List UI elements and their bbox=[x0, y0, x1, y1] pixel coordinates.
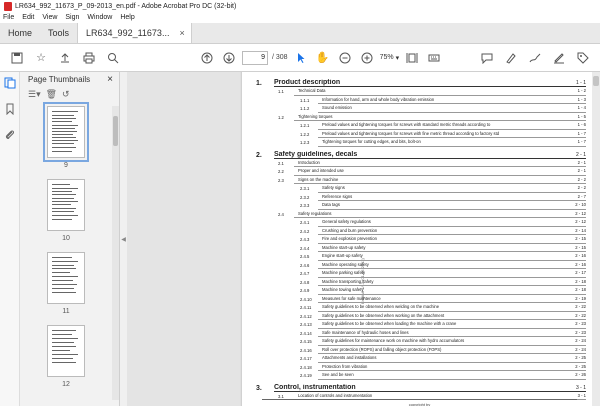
thumbnail-page-number: 12 bbox=[62, 381, 70, 388]
acrobat-app-icon bbox=[4, 2, 12, 11]
toc-entry[interactable] bbox=[256, 138, 586, 147]
toc-entry-title: Machine start-up safety bbox=[318, 244, 564, 253]
toc-entry-title: Safety guidelines to be observed when welding on the machine bbox=[318, 303, 564, 312]
toc-entry-page: 1 - 5 bbox=[564, 113, 586, 122]
toc-entry-number: 2.3.1 bbox=[300, 186, 310, 191]
toc-entry[interactable] bbox=[256, 104, 586, 113]
select-tool-icon[interactable] bbox=[292, 49, 310, 67]
thumbnail-page-number: 9 bbox=[64, 162, 68, 169]
highlight-pen-icon[interactable] bbox=[502, 49, 520, 67]
toc-entry[interactable] bbox=[256, 218, 586, 227]
attachment-icon[interactable] bbox=[3, 128, 17, 142]
toc-entry-number: 2.4.13 bbox=[300, 322, 312, 327]
page-thumbnail[interactable] bbox=[47, 179, 85, 242]
toc-entry[interactable] bbox=[256, 303, 586, 312]
toc-entry-title: Engine start-up safety bbox=[318, 252, 564, 261]
copyright-text: copyright by bbox=[408, 402, 431, 406]
chevron-down-icon: ▾ bbox=[395, 54, 400, 62]
page-thumbnail[interactable] bbox=[47, 252, 85, 315]
main-toolbar bbox=[0, 44, 600, 72]
collapse-panel-handle[interactable]: ◀ bbox=[120, 72, 127, 406]
toc-entry-page: 2 - 2 bbox=[564, 176, 586, 185]
thumbnail-image bbox=[47, 106, 85, 158]
toc-entry-title: Safety guidelines, decals bbox=[274, 151, 564, 159]
document-view bbox=[127, 72, 600, 406]
toc-entry-title: See and be seen bbox=[318, 371, 564, 380]
toc-entry-title: Attachments and installations bbox=[318, 354, 564, 363]
next-page-icon[interactable] bbox=[220, 49, 238, 67]
toc-entry-page: 1 - 6 bbox=[564, 121, 586, 130]
toc-entry[interactable] bbox=[256, 363, 586, 372]
toc-entry-number: 2.3.3 bbox=[300, 203, 310, 208]
toc-entry-page: 2 - 18 bbox=[564, 278, 586, 287]
left-navigation-rail bbox=[0, 72, 20, 406]
toc-entry-page: 2 - 25 bbox=[564, 354, 586, 363]
toc-entry-page: 2 - 15 bbox=[564, 235, 586, 244]
print-icon[interactable] bbox=[80, 49, 98, 67]
toc-entry-title: Safety regulations bbox=[294, 210, 564, 219]
save-icon[interactable] bbox=[8, 49, 26, 67]
toc-entry[interactable] bbox=[256, 384, 586, 392]
toc-entry-title: General safety regulations bbox=[318, 218, 564, 227]
toc-entry-title: Tightening torques bbox=[294, 113, 564, 122]
page-number-input[interactable]: 9 bbox=[242, 51, 268, 65]
toc-entry-page: 1 - 4 bbox=[564, 104, 586, 113]
toc-entry-page: 2 - 15 bbox=[564, 244, 586, 253]
toc-entry-title: Safety guidelines for maintenance work on machine with hydro accumulators bbox=[318, 337, 564, 346]
tab-home[interactable]: Home bbox=[8, 28, 33, 38]
rotate-page-icon[interactable]: ↺ bbox=[62, 88, 70, 99]
toc-entry-number: 1. bbox=[256, 80, 262, 87]
toc-entry-number: 2.4.9 bbox=[300, 288, 310, 293]
toc-entry-page: 2 - 26 bbox=[564, 371, 586, 380]
toc-entry[interactable] bbox=[256, 79, 586, 87]
document-scrollbar[interactable] bbox=[592, 72, 600, 406]
delete-page-icon[interactable]: 🗑 bbox=[45, 88, 58, 99]
toc-entry[interactable] bbox=[256, 193, 586, 202]
toc-entry-page: 2 - 22 bbox=[564, 303, 586, 312]
toc-entry-number: 3. bbox=[256, 384, 262, 392]
toc-entry-page: 3 - 1 bbox=[564, 385, 586, 392]
toc-entry[interactable] bbox=[256, 252, 586, 261]
thumbnail-page-number: 11 bbox=[62, 308, 70, 315]
toc-entry-page: 2 - 23 bbox=[564, 320, 586, 329]
close-tab-icon[interactable]: × bbox=[179, 28, 185, 38]
toc-entry-title: Information for hand, arm and whole body vibration emission bbox=[318, 96, 564, 105]
toc-entry-title: Machine transporting safety bbox=[318, 278, 564, 287]
toc-entry-page: 2 - 23 bbox=[564, 329, 586, 338]
sign-icon[interactable] bbox=[550, 49, 568, 67]
toc-entry-title: Measures for safe maintenance bbox=[318, 295, 564, 304]
toc-entry-page: 2 - 2 bbox=[564, 184, 586, 193]
toc-entry[interactable] bbox=[256, 235, 586, 244]
toc-entry-title: Data tags bbox=[318, 201, 564, 210]
toc-entry-title: Sound emission bbox=[318, 104, 564, 113]
page-thumbnail[interactable] bbox=[47, 106, 85, 169]
toc-entry[interactable] bbox=[256, 130, 586, 139]
toc-entry-title: Tightening torques for cutting edges, and bits, bolt-on bbox=[318, 138, 564, 147]
workspace bbox=[0, 72, 600, 406]
toc-entry-page: 2 - 12 bbox=[564, 210, 586, 219]
zoom-in-icon[interactable] bbox=[358, 49, 376, 67]
toc-entry-page: 1 - 2 bbox=[564, 87, 586, 96]
toc-entry-number: 2.4.10 bbox=[300, 296, 312, 302]
tab-document[interactable] bbox=[77, 23, 192, 43]
close-panel-icon[interactable]: × bbox=[107, 73, 113, 85]
toc-entry[interactable] bbox=[256, 269, 586, 278]
toc-entry-number: 2.4 bbox=[278, 211, 284, 217]
tab-document-label: LR634_992_11673... bbox=[86, 28, 170, 38]
toc-entry-title: Proper and intended use bbox=[294, 167, 564, 176]
document-page bbox=[242, 72, 597, 406]
toc-entry-page: 2 - 24 bbox=[564, 337, 586, 346]
menu-help[interactable]: Help bbox=[120, 14, 135, 21]
toc-entry-title: Preload values and tightening torques for screws with fine metric thread according to factory std bbox=[318, 130, 564, 139]
toc-entry-number: 2.4.14 bbox=[300, 330, 312, 336]
toc-entry[interactable] bbox=[256, 286, 586, 295]
page-thumbnails-icon[interactable] bbox=[3, 76, 17, 90]
menu-sign[interactable]: Sign bbox=[65, 14, 80, 21]
toc-entry-number: 2.4.6 bbox=[300, 262, 310, 268]
toc-entry-number: 2.4.15 bbox=[300, 339, 312, 344]
toc-entry-number: 1.2.3 bbox=[300, 140, 310, 145]
page-thumbnail[interactable] bbox=[47, 325, 85, 388]
toc-entry-page: 2 - 1 bbox=[564, 152, 586, 159]
menu-bar bbox=[0, 12, 600, 23]
toc-entry[interactable] bbox=[256, 244, 586, 253]
toc-entry-page: 2 - 1 bbox=[564, 167, 586, 176]
toc-entry-number: 2.3.2 bbox=[300, 194, 310, 200]
fit-page-icon[interactable] bbox=[403, 49, 421, 67]
toc-entry[interactable] bbox=[256, 113, 586, 122]
thumbnail-image bbox=[47, 179, 85, 231]
comment-icon[interactable] bbox=[478, 49, 496, 67]
toc-entry-page: 2 - 18 bbox=[564, 286, 586, 295]
previous-page-icon[interactable] bbox=[198, 49, 216, 67]
toc-entry-number: 2.1 bbox=[278, 160, 284, 166]
page-total: / 308 bbox=[272, 54, 288, 61]
toc-entry-title: Signs on the machine bbox=[294, 176, 564, 185]
menu-view[interactable]: View bbox=[42, 14, 58, 21]
toc-entry-page: 2 - 12 bbox=[564, 218, 586, 227]
toc-entry[interactable] bbox=[256, 167, 586, 176]
window-titlebar bbox=[0, 0, 600, 12]
toc-entry-page: 1 - 3 bbox=[564, 96, 586, 105]
toc-entry-page: 1 - 7 bbox=[564, 130, 586, 139]
thumbnail-image bbox=[47, 325, 85, 377]
tab-tools[interactable]: Tools bbox=[48, 28, 70, 38]
toc-entry-number: 1.1.2 bbox=[300, 106, 310, 111]
toc-entry[interactable] bbox=[256, 278, 586, 287]
toc-entry-title: Machine towing safety bbox=[318, 286, 564, 295]
toc-entry-page: 2 - 17 bbox=[564, 269, 586, 278]
toc-entry-number: 1.2.2 bbox=[300, 131, 310, 137]
toc-entry-page: 2 - 10 bbox=[564, 201, 586, 210]
toc-entry-title: Reference signs bbox=[318, 193, 564, 202]
zoom-out-icon[interactable] bbox=[336, 49, 354, 67]
toc-entry[interactable] bbox=[256, 151, 586, 159]
toc-entry-title: Protection from vibration bbox=[318, 363, 564, 372]
toc-entry-page: 2 - 24 bbox=[564, 346, 586, 355]
toc-entry-number: 2.4.18 bbox=[300, 364, 312, 370]
toc-entry-number: 2.4.1 bbox=[300, 220, 310, 225]
toc-entry-title: Safety guidelines to be observed when working on the attachment bbox=[318, 312, 564, 321]
toc-entry-page: 2 - 16 bbox=[564, 261, 586, 270]
toc-entry[interactable] bbox=[256, 176, 586, 185]
toc-entry[interactable] bbox=[256, 121, 586, 130]
toc-entry-title: Roll over protection (ROPS) and falling object protection (FOPS) bbox=[318, 346, 564, 355]
zoom-level-value: 75% bbox=[379, 54, 394, 61]
toc-entry[interactable] bbox=[256, 261, 586, 270]
toc-entry-title: Location of controls and instrumentation bbox=[294, 392, 564, 401]
toc-entry-number: 2.4.19 bbox=[300, 373, 312, 378]
window-title: LR634_992_11673_P_09-2013_en.pdf - Adobe Acrobat Pro DC (32-bit) bbox=[15, 2, 237, 10]
toc-entry-number: 1.2 bbox=[278, 114, 284, 120]
toc-entry-page: 2 - 22 bbox=[564, 312, 586, 321]
toc-entry-page: 1 - 7 bbox=[564, 138, 586, 147]
bookmark-icon[interactable] bbox=[3, 102, 17, 116]
toc-entry-page: 2 - 25 bbox=[564, 363, 586, 372]
toc-entry-number: 3.1 bbox=[278, 393, 284, 399]
toc-entry[interactable] bbox=[256, 87, 586, 96]
toc-entry-page: 2 - 19 bbox=[564, 295, 586, 304]
toc-entry-title: Safety guidelines to be observed when loading the machine with a crane bbox=[318, 320, 564, 329]
toc-entry-title: Safety signs bbox=[318, 184, 564, 193]
page-footer bbox=[242, 402, 597, 406]
toc-entry-number: 2.4.8 bbox=[300, 279, 310, 285]
page-thumbnails-panel bbox=[20, 72, 120, 406]
toc-entry-number: 1.1 bbox=[278, 89, 284, 94]
toc-entry[interactable] bbox=[256, 227, 586, 236]
toc-entry-number: 2.3 bbox=[278, 177, 284, 183]
toc-entry[interactable] bbox=[256, 159, 586, 168]
toc-entry-number: 2.4.2 bbox=[300, 228, 310, 234]
toc-entry-page: 2 - 1 bbox=[564, 159, 586, 168]
menu-file[interactable]: File bbox=[3, 14, 15, 21]
toc-entry[interactable] bbox=[256, 354, 586, 363]
tag-icon[interactable] bbox=[574, 49, 592, 67]
toc-entry-title: Fire and explosion prevention bbox=[318, 235, 564, 244]
toc-entry[interactable] bbox=[256, 320, 586, 329]
toc-entry-number: 2.4.7 bbox=[300, 271, 310, 276]
toc-entry-number: 2.4.17 bbox=[300, 356, 312, 361]
toc-entry[interactable] bbox=[256, 337, 586, 346]
toc-entry[interactable] bbox=[256, 329, 586, 338]
toc-entry-title: Product description bbox=[274, 79, 564, 87]
toc-entry-title: Machine parking safety bbox=[318, 269, 564, 278]
toc-entry[interactable] bbox=[256, 312, 586, 321]
thumbnail-page-number: 10 bbox=[62, 235, 70, 242]
toc-entry-title: Technical Data bbox=[294, 87, 564, 96]
toc-entry-page: 1 - 1 bbox=[564, 80, 586, 87]
toc-entry-page: 3 - 1 bbox=[564, 392, 586, 401]
draw-icon[interactable] bbox=[526, 49, 544, 67]
toc-entry-title: Preload values and tightening torques for screws with standard metric threads according to bbox=[318, 121, 564, 130]
toc-entry-page: 2 - 14 bbox=[564, 227, 586, 236]
toc-entry-number: 1.1.1 bbox=[300, 97, 310, 103]
toc-entry[interactable] bbox=[256, 184, 586, 193]
table-of-contents bbox=[256, 75, 586, 400]
thumbnail-image bbox=[47, 252, 85, 304]
hand-tool-icon[interactable]: ✋ bbox=[315, 52, 330, 64]
toc-entry-title: Crushing and burn prevention bbox=[318, 227, 564, 236]
toc-entry[interactable] bbox=[256, 371, 586, 380]
search-icon[interactable] bbox=[104, 49, 122, 67]
toc-entry-number: 1.2.1 bbox=[300, 123, 310, 128]
toc-entry[interactable] bbox=[256, 295, 586, 304]
toc-entry-page: 2 - 7 bbox=[564, 193, 586, 202]
menu-window[interactable]: Window bbox=[87, 14, 113, 21]
upload-icon[interactable] bbox=[56, 49, 74, 67]
menu-edit[interactable]: Edit bbox=[22, 14, 35, 21]
tab-bar bbox=[0, 23, 600, 44]
star-icon[interactable]: ☆ bbox=[36, 52, 46, 64]
page-side-text: English 1/17 (01.05.2013) bbox=[360, 258, 365, 304]
toc-entry[interactable] bbox=[256, 96, 586, 105]
toc-entry[interactable] bbox=[256, 210, 586, 219]
toc-entry[interactable] bbox=[256, 201, 586, 210]
thumbnails-panel-title: Page Thumbnails bbox=[28, 74, 91, 84]
thumbnails-scrollbar[interactable] bbox=[112, 106, 119, 400]
toc-entry-number: 2. bbox=[256, 151, 262, 159]
toc-entry-title: Machine operating safety bbox=[318, 261, 564, 270]
toc-entry-title: Safe maintenance of hydraulic hoses and lines bbox=[318, 329, 564, 338]
toc-entry-number: 2.2 bbox=[278, 169, 284, 174]
toc-entry-number: 2.4.4 bbox=[300, 245, 310, 251]
toc-entry-number: 2.4.11 bbox=[300, 305, 312, 310]
keyboard-icon[interactable] bbox=[425, 49, 443, 67]
thumbnail-options-icon[interactable]: ☰▾ bbox=[28, 88, 41, 99]
toc-entry[interactable] bbox=[256, 346, 586, 355]
toc-entry-title: Control, instrumentation bbox=[274, 384, 564, 392]
zoom-level-select[interactable] bbox=[380, 54, 400, 62]
toc-entry-number: 2.4.3 bbox=[300, 237, 310, 242]
toc-entry-number: 2.4.12 bbox=[300, 313, 312, 319]
toc-entry-page: 2 - 16 bbox=[564, 252, 586, 261]
toc-entry-title: Introduction bbox=[294, 159, 564, 168]
toc-entry-number: 2.4.5 bbox=[300, 254, 310, 259]
toc-entry-number: 2.4.16 bbox=[300, 347, 312, 353]
